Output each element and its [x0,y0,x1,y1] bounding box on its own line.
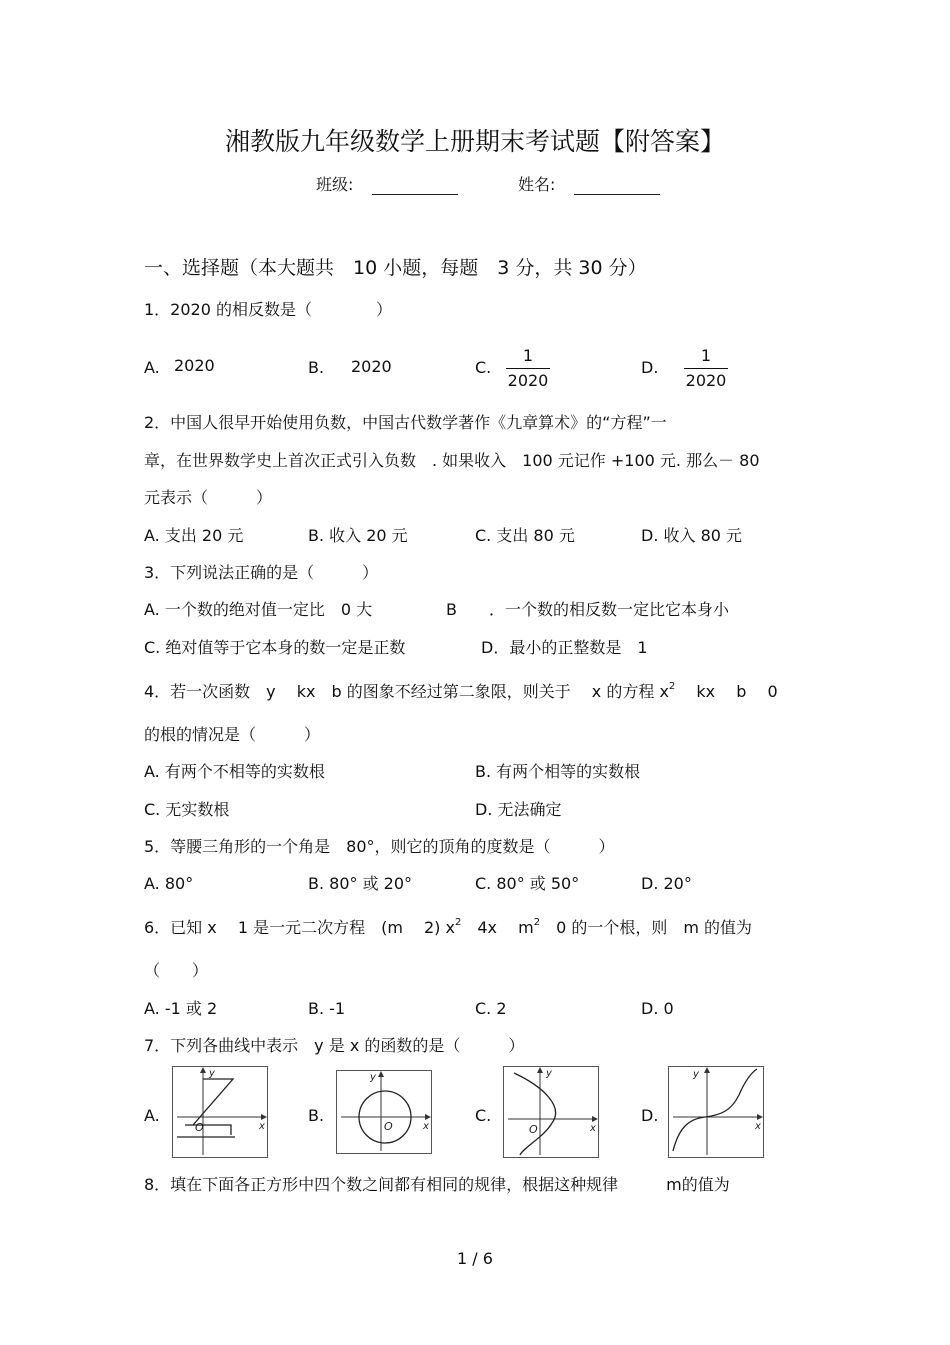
question-1-stem: 1．2020 的相反数是（ ） [144,300,392,319]
q6-stem-mid: 4x m [461,918,534,937]
q7-graph-c [503,1066,599,1158]
graph-a-svg [173,1067,267,1157]
graph-b-x-label: x [423,1121,429,1132]
q1-option-b-label: B. [308,358,325,377]
question-6-stem [144,918,752,941]
q7-graph-b [336,1070,432,1154]
q1-d-denominator: 2020 [685,371,727,390]
q2-option-c: C. 支出 80 元 [475,526,575,545]
graph-b-origin: O [384,1120,393,1133]
graph-a-y-label: y [209,1068,215,1079]
graph-c-origin: O [529,1123,538,1136]
q6-option-a: A. -1 或 2 [144,999,218,1018]
question-7-stem: 7．下列各曲线中表示 y 是 x 的函数的是（ ） [144,1036,525,1055]
page-number: 1 / 6 [457,1249,493,1268]
q6-option-b: B. -1 [308,999,346,1018]
q1-option-d-fraction [684,346,728,391]
q6-exponent-1: 2 [454,917,462,928]
graph-c-svg [504,1067,598,1157]
q7-option-c-label: C. [475,1106,492,1125]
q3-option-a: A. 一个数的绝对值一定比 0 大 [144,600,373,619]
question-3-stem: 3．下列说法正确的是（ ） [144,563,379,582]
document-title: 湘教版九年级数学上册期末考试题【附答案】 [224,127,725,156]
graph-d-y-label: y [693,1069,699,1080]
q6-stem-pre: 6．已知 x 1 是一元二次方程 (m 2) x [144,918,455,937]
q7-option-b-label: B. [308,1106,325,1125]
q3-option-b: B ．一个数的相反数一定比它本身小 [446,600,729,619]
graph-c-y-label: y [546,1068,552,1079]
question-4-stem [144,682,778,705]
q2-option-d: D. 收入 80 元 [641,526,743,545]
q1-option-c-fraction [506,346,550,391]
q6-stem-post: 0 的一个根，则 m 的值为 [540,918,753,937]
q5-option-c: C. 80° 或 50° [475,874,580,893]
class-label: 班级: [316,175,354,194]
q4-option-a: A. 有两个不相等的实数根 [144,762,325,781]
q2-option-b: B. 收入 20 元 [308,526,408,545]
graph-d-svg [669,1067,763,1157]
q7-option-d-label: D. [641,1106,659,1125]
name-label: 姓名: [518,175,556,194]
question-4-line2: 的根的情况是（ ） [144,725,321,744]
question-2-line3: 元表示（ ） [144,488,273,507]
question-2-line2: 章，在世界数学史上首次正式引入负数 . 如果收入 100 元记作 +100 元. 那么－ 80 [144,451,760,470]
graph-a-x-label: x [259,1121,265,1132]
q5-option-d: D. 20° [641,874,692,893]
q4-stem-pre: 4．若一次函数 y kx b 的图象不经过第二象限，则关于 x 的方程 x [144,682,669,701]
graph-d-x-label: x [755,1121,761,1132]
q1-c-denominator: 2020 [507,371,549,390]
q4-exponent: 2 [668,681,676,692]
class-blank[interactable] [372,194,458,195]
q1-option-a-label: A. [144,358,160,377]
question-6-line2: （ ） [144,961,209,980]
question-8-stem: 8．填在下面各正方形中四个数之间都有相同的规律，根据这种规律 m的值为 [144,1175,730,1194]
section-heading: 一、选择题（本大题共 10 小题，每题 3 分，共 30 分） [144,257,647,279]
q4-stem-post: kx b 0 [675,682,778,701]
q1-option-c-label: C. [475,358,492,377]
q7-graph-d [668,1066,764,1158]
q5-option-a: A. 80° [144,874,194,893]
question-2-line1: 2．中国人很早开始使用负数，中国古代数学著作《九章算术》的“方程”一 [144,413,667,432]
q2-option-a: A. 支出 20 元 [144,526,244,545]
q4-option-d: D. 无法确定 [475,800,562,819]
q7-graph-a [172,1066,268,1158]
q7-option-a-label: A. [144,1106,160,1125]
q3-option-d: D．最小的正整数是 1 [481,638,648,657]
q6-option-d: D. 0 [641,999,674,1018]
q4-option-b: B. 有两个相等的实数根 [475,762,641,781]
graph-a-origin: O [195,1121,204,1134]
graph-c-x-label: x [590,1123,596,1134]
q1-option-d-label: D. [641,358,659,377]
q1-c-numerator: 1 [522,346,534,365]
q6-option-c: C. 2 [475,999,507,1018]
q3-option-c: C. 绝对值等于它本身的数一定是正数 [144,638,406,657]
graph-b-y-label: y [370,1072,376,1083]
q4-option-c: C. 无实数根 [144,800,230,819]
q1-option-a: 2020 [174,356,215,375]
name-blank[interactable] [574,194,660,195]
question-5-stem: 5．等腰三角形的一个角是 80°，则它的顶角的度数是（ ） [144,837,615,856]
graph-b-svg [337,1071,431,1153]
q6-exponent-2: 2 [533,917,541,928]
q1-d-numerator: 1 [700,346,712,365]
q5-option-b: B. 80° 或 20° [308,874,413,893]
q1-option-b: 2020 [351,357,392,376]
